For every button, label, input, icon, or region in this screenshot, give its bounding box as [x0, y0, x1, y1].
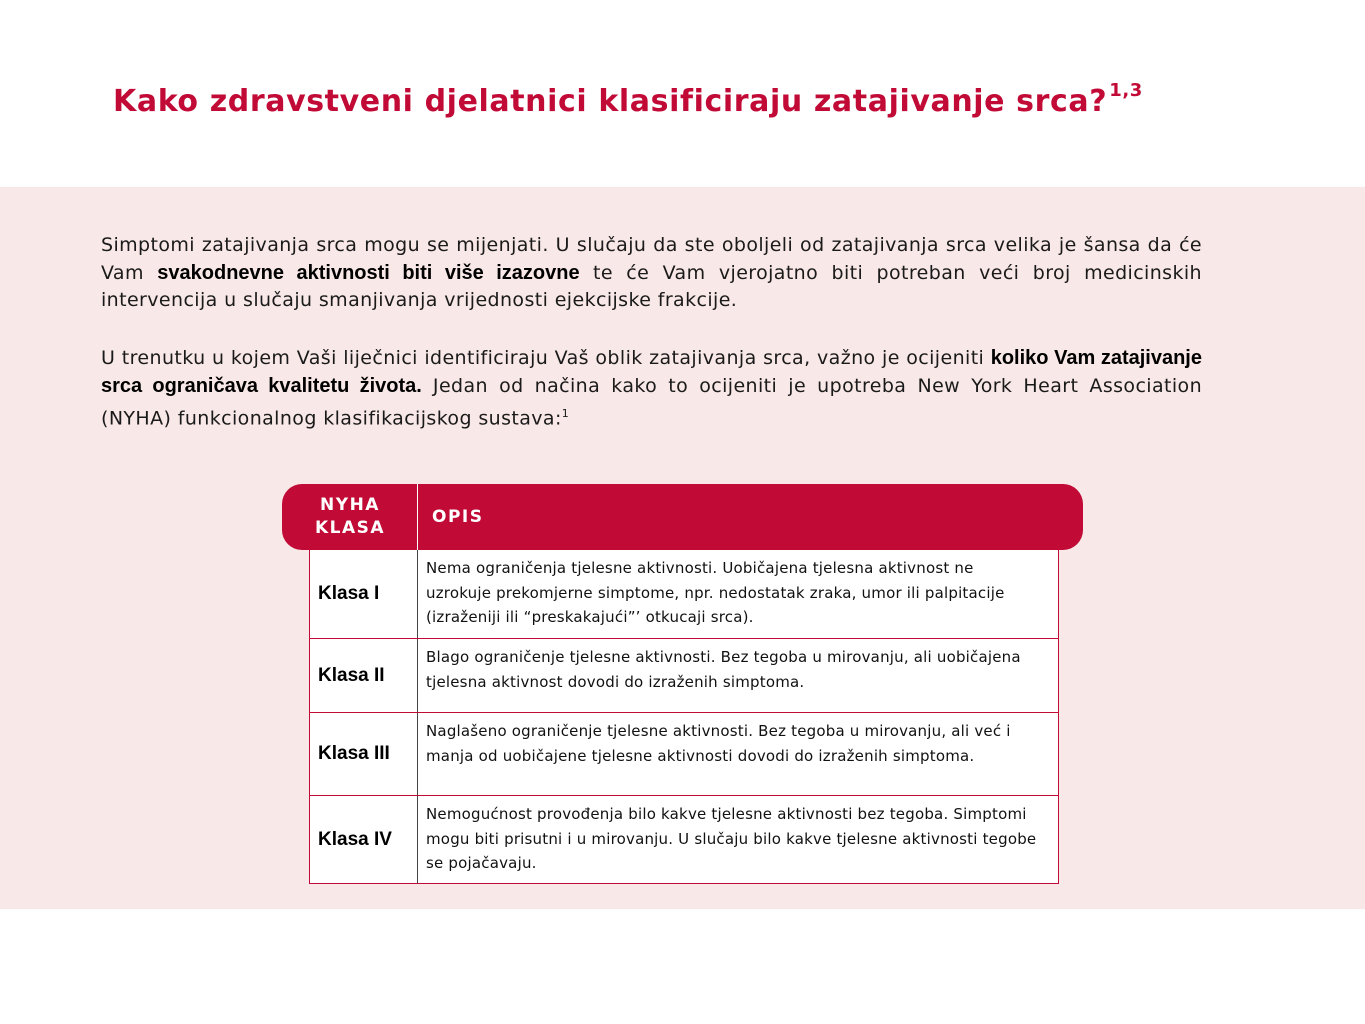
- klasa-cell: Klasa III: [310, 713, 418, 795]
- table-row: [310, 713, 1058, 796]
- header-divider: [417, 484, 418, 550]
- nyha-reference: 1: [561, 407, 570, 420]
- header-klasa: [282, 484, 418, 550]
- table-row: [310, 796, 1058, 884]
- nyha-bold: koliko Vam zatajivanje srca ograničava kvalitetu života.: [101, 347, 1202, 397]
- nyha-text-1: U trenutku u kojem Vaši liječnici identificiraju Vaš oblik zatajivanja srca, važno je ocijeniti: [101, 347, 991, 369]
- nyha-text-2: Jedan od načina kako to ocijeniti je upotreba New York Heart Association (NYHA) funkcionalnog klasifikacijskog sustava:: [101, 374, 1203, 430]
- opis-cell: Nemogućnost provođenja bilo kakve tjelesne aktivnosti bez tegoba. Simptomi mogu biti prisutni i u mirovanju. U slučaju bilo kakve tjelesne aktivnosti tegobe se pojačavaju.: [426, 805, 1037, 872]
- opis-cell: Nema ograničenja tjelesne aktivnosti. Uobičajena tjelesna aktivnost ne uzrokuje prekomjerne simptome, npr. nedostatak zraka, umor ili palpitacije (izraženiji ili “preskakajući”’ otkucaji srca).: [426, 559, 1005, 626]
- header-opis: OPIS: [432, 507, 484, 527]
- page-title: [113, 80, 1143, 119]
- klasa-cell: Klasa I: [310, 550, 418, 638]
- intro-bold: svakodnevne aktivnosti biti više izazovne: [157, 261, 580, 284]
- intro-text-1: Simptomi zatajivanja srca mogu se mijenjati. U slučaju da ste oboljeli od zatajivanja srca velika je šansa da će Vam: [101, 234, 1202, 284]
- nyha-table-body: [309, 550, 1059, 884]
- intro-text-2: te će Vam vjerojatno biti potreban veći broj medicinskih intervencija u slučaju smanjivanja vrijednosti ejekcijske frakcije.: [101, 261, 1202, 311]
- header-klasa-line2: KLASA: [314, 518, 386, 538]
- opis-cell: Blago ograničenje tjelesne aktivnosti. Bez tegoba u mirovanju, ali uobičajena tjelesna aktivnost dovodi do izraženih simptoma.: [426, 648, 1021, 691]
- table-row: [310, 639, 1058, 713]
- nyha-table-header: [282, 484, 1083, 550]
- page-title-text: Kako zdravstveni djelatnici klasificiraju zatajivanje srca?: [113, 84, 1108, 119]
- intro-paragraph: [101, 232, 1202, 315]
- klasa-cell: Klasa II: [310, 639, 418, 712]
- header-klasa-line1: NYHA: [320, 495, 380, 515]
- title-reference: 1,3: [1109, 80, 1143, 101]
- table-row: [310, 550, 1058, 639]
- nyha-paragraph: [101, 345, 1202, 433]
- klasa-cell: Klasa IV: [310, 796, 418, 883]
- opis-cell: Naglašeno ograničenje tjelesne aktivnosti. Bez tegoba u mirovanju, ali već i manja od uobičajene tjelesne aktivnosti dovodi do izraženih simptoma.: [426, 722, 1011, 765]
